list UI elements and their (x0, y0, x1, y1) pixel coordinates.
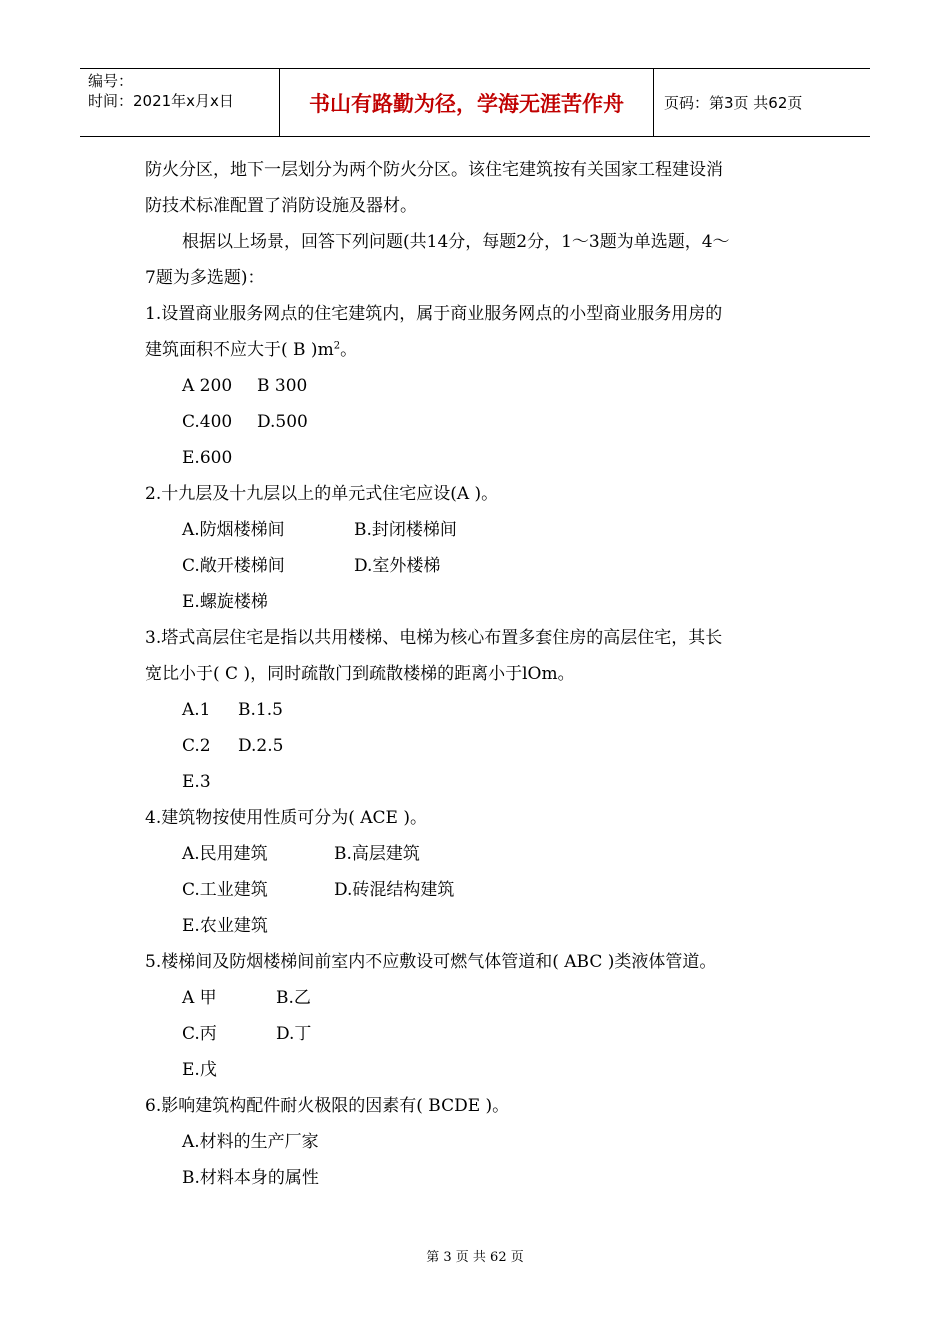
option: B.材料本身的属性 (182, 1168, 319, 1188)
option: A 200 (182, 376, 233, 396)
option: E.戊 (182, 1060, 217, 1080)
question-stem: 4.建筑物按使用性质可分为( ACE )。 (145, 808, 427, 828)
header-page-info: 页码：第3页 共62页 (664, 94, 803, 112)
option-row (145, 1052, 815, 1088)
option-row (145, 440, 815, 476)
option: D.室外楼梯 (354, 556, 441, 576)
option-row (145, 404, 815, 440)
option: D.2.5 (238, 736, 284, 756)
option-row (145, 1160, 815, 1196)
option-row (145, 836, 815, 872)
option: D.丁 (276, 1024, 312, 1044)
option: E.600 (182, 448, 233, 468)
question-stem-text: 建筑面积不应大于( B )m (145, 340, 334, 360)
option: E.农业建筑 (182, 916, 268, 936)
option: C.400 (182, 412, 233, 432)
option-row (145, 1016, 815, 1052)
superscript: 2 (333, 340, 341, 352)
option: B 300 (257, 376, 308, 396)
option: C.敞开楼梯间 (182, 556, 285, 576)
question-stem: 6.影响建筑构配件耐火极限的因素有( BCDE )。 (145, 1096, 510, 1116)
intro-line: 防技术标准配置了消防设施及器材。 (145, 196, 417, 216)
option-row (145, 764, 815, 800)
option: C.2 (182, 736, 211, 756)
option: D.砖混结构建筑 (334, 880, 455, 900)
option: E.3 (182, 772, 211, 792)
option: E.螺旋楼梯 (182, 592, 268, 612)
option: B.乙 (276, 988, 311, 1008)
option-row (145, 908, 815, 944)
option-row (145, 584, 815, 620)
option: B.高层建筑 (334, 844, 420, 864)
option-row (145, 980, 815, 1016)
intro-line: 根据以上场景，回答下列问题(共14分，每题2分，1～3题为单选题，4～ (182, 232, 730, 252)
option-row (145, 368, 815, 404)
intro-line: 7题为多选题)： (145, 268, 265, 288)
option-row (145, 512, 815, 548)
question-stem: 3.塔式高层住宅是指以共用楼梯、电梯为核心布置多套住房的高层住宅，其长 (145, 628, 723, 648)
question-stem: 宽比小于( C )，同时疏散门到疏散楼梯的距离小于lOm。 (145, 664, 575, 684)
option: A.材料的生产厂家 (182, 1132, 319, 1152)
option: C.丙 (182, 1024, 217, 1044)
document-body (145, 152, 815, 1196)
option-row (145, 692, 815, 728)
header-meta-cell (80, 69, 280, 136)
option: A 甲 (182, 988, 217, 1008)
option: C.工业建筑 (182, 880, 268, 900)
option: B.封闭楼梯间 (354, 520, 457, 540)
question-stem (145, 332, 815, 368)
intro-line: 防火分区，地下一层划分为两个防火分区。该住宅建筑按有关国家工程建设消 (145, 160, 723, 180)
option: A.防烟楼梯间 (182, 520, 285, 540)
option: B.1.5 (238, 700, 283, 720)
option-row (145, 872, 815, 908)
question-stem: 1.设置商业服务网点的住宅建筑内，属于商业服务网点的小型商业服务用房的 (145, 304, 723, 324)
question-stem-end: 。 (340, 340, 358, 360)
question-stem: 5.楼梯间及防烟楼梯间前室内不应敷设可燃气体管道和( ABC )类液体管道。 (145, 952, 717, 972)
date-label: 时间：2021年x月x日 (88, 92, 234, 110)
header-motto: 书山有路勤为径，学海无涯苦作舟 (280, 69, 654, 136)
page-footer: 第 3 页 共 62 页 (426, 1250, 524, 1265)
option-row (145, 728, 815, 764)
page-header (80, 68, 870, 137)
option: D.500 (257, 412, 308, 432)
serial-label: 编号： (88, 72, 134, 90)
option: A.1 (182, 700, 211, 720)
option-row (145, 548, 815, 584)
option: A.民用建筑 (182, 844, 268, 864)
option-row (145, 1124, 815, 1160)
question-stem: 2.十九层及十九层以上的单元式住宅应设(A )。 (145, 484, 499, 504)
